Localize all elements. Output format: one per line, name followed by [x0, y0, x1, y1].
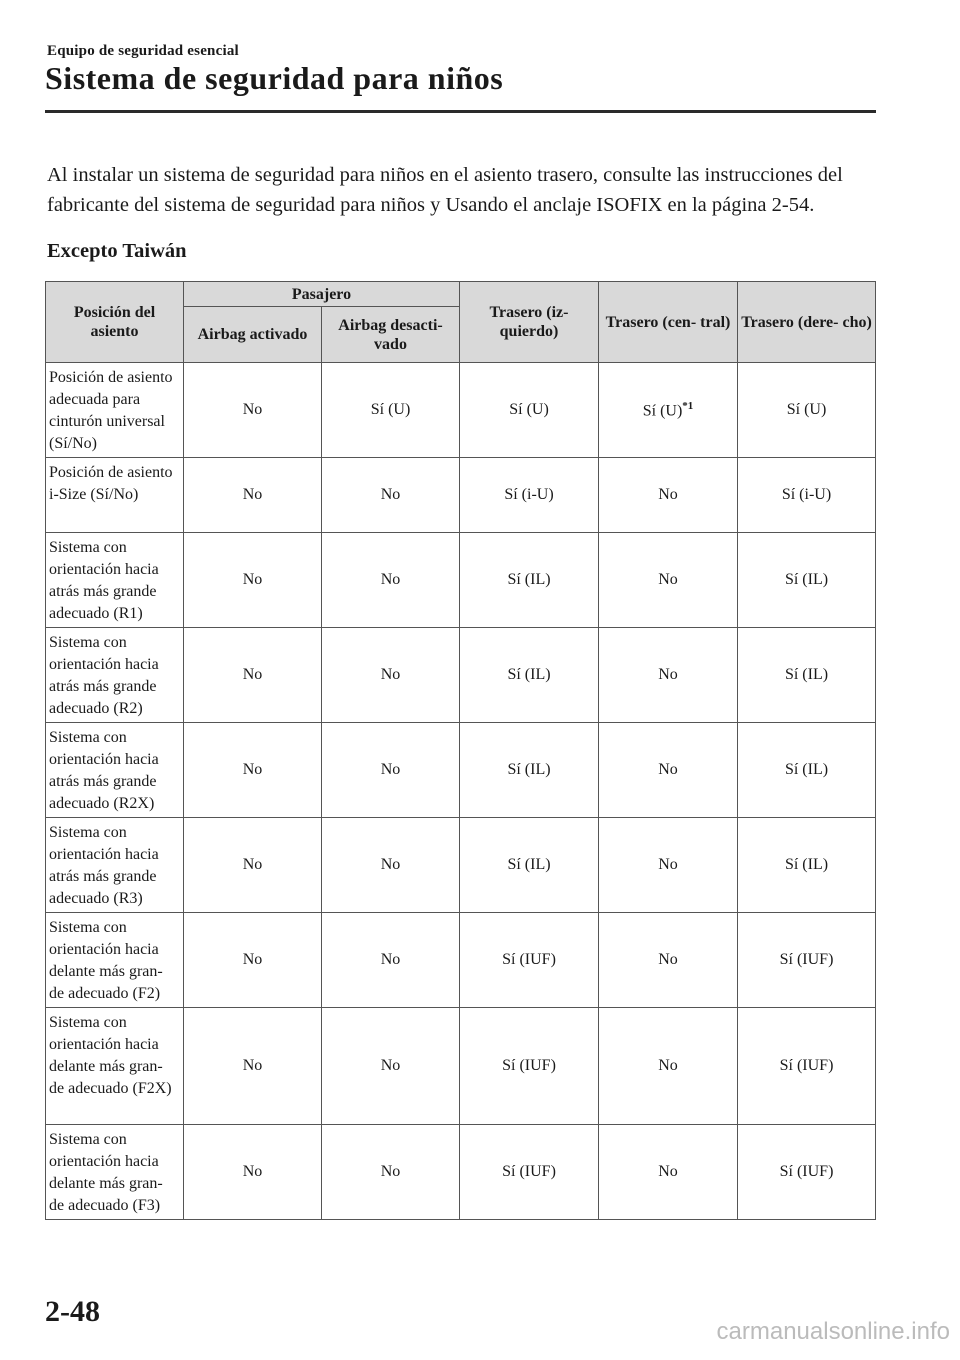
row-label: Sistema con orientación hacia atrás más grande adecuado (R3) — [46, 818, 184, 913]
cell-c1: No — [184, 458, 322, 533]
cell-c5: Sí (U) — [738, 363, 876, 458]
title-divider — [45, 110, 876, 113]
cell-c2: No — [322, 1008, 460, 1125]
row-label: Sistema con orientación hacia delante más gran- de adecuado (F2X) — [46, 1008, 184, 1125]
table-row — [46, 533, 876, 628]
cell-c4: No — [599, 723, 738, 818]
row-label: Posición de asiento adecuada para cinturón universal (Sí/No) — [46, 363, 184, 458]
watermark: carmanualsonline.info — [716, 1318, 950, 1345]
page-title: Sistema de seguridad para niños — [45, 60, 504, 96]
table-body — [46, 363, 876, 1220]
cell-value: Sí (U) — [642, 402, 683, 420]
table-row — [46, 723, 876, 818]
header-rear-center: Trasero (cen- tral) — [599, 282, 738, 363]
row-label: Sistema con orientación hacia atrás más grande adecuado (R2X) — [46, 723, 184, 818]
table-row — [46, 913, 876, 1008]
cell-c5: Sí (IL) — [738, 533, 876, 628]
cell-c5: Sí (IUF) — [738, 913, 876, 1008]
page-number: 2-48 — [45, 1295, 100, 1328]
cell-c1: No — [184, 913, 322, 1008]
table-row — [46, 1125, 876, 1220]
table-row — [46, 628, 876, 723]
row-label: Sistema con orientación hacia atrás más grande adecuado (R1) — [46, 533, 184, 628]
cell-c3: Sí (IL) — [460, 628, 599, 723]
cell-c2: No — [322, 723, 460, 818]
cell-c4: No — [599, 913, 738, 1008]
footnote-marker: *1 — [682, 399, 694, 412]
cell-c4: No — [599, 1008, 738, 1125]
cell-c1: No — [184, 818, 322, 913]
cell-c1: No — [184, 628, 322, 723]
header-airbag-off: Airbag desacti- vado — [322, 307, 460, 363]
cell-c3: Sí (i-U) — [460, 458, 599, 533]
cell-c2: Sí (U) — [322, 363, 460, 458]
table-row — [46, 818, 876, 913]
intro-paragraph: Al instalar un sistema de seguridad para niños en el asiento trasero, consulte las instrucciones del fabricante del sistema de seguridad para niños y Usando el anclaje ISOFIX en la página 2-54. — [47, 164, 843, 216]
cell-c2: No — [322, 458, 460, 533]
cell-c2: No — [322, 1125, 460, 1220]
header-rear-left: Trasero (iz- quierdo) — [460, 282, 599, 363]
cell-c5: Sí (IUF) — [738, 1125, 876, 1220]
cell-c3: Sí (IUF) — [460, 913, 599, 1008]
cell-c2: No — [322, 533, 460, 628]
cell-c5: Sí (IL) — [738, 628, 876, 723]
cell-c5: Sí (IUF) — [738, 1008, 876, 1125]
row-label: Sistema con orientación hacia delante más gran- de adecuado (F2) — [46, 913, 184, 1008]
cell-c5: Sí (IL) — [738, 723, 876, 818]
child-seat-compatibility-table — [45, 281, 876, 1220]
cell-c3: Sí (IL) — [460, 723, 599, 818]
row-label: Posición de asiento i-Size (Sí/No) — [46, 458, 184, 533]
header-airbag-on: Airbag activado — [184, 307, 322, 363]
cell-c5: Sí (i-U) — [738, 458, 876, 533]
section-label: Equipo de seguridad esencial — [47, 43, 239, 59]
cell-c1: No — [184, 1125, 322, 1220]
cell-c1: No — [184, 723, 322, 818]
cell-c1: No — [184, 1008, 322, 1125]
header-seat-position: Posición del asiento — [46, 282, 184, 363]
cell-c3: Sí (IL) — [460, 533, 599, 628]
table-row — [46, 1008, 876, 1125]
cell-c1: No — [184, 533, 322, 628]
header-rear-right: Trasero (dere- cho) — [738, 282, 876, 363]
cell-c2: No — [322, 913, 460, 1008]
cell-c3: Sí (IUF) — [460, 1008, 599, 1125]
header-passenger: Pasajero — [184, 282, 460, 307]
cell-c1: No — [184, 363, 322, 458]
cell-c4: No — [599, 533, 738, 628]
table-row — [46, 363, 876, 458]
cell-c2: No — [322, 628, 460, 723]
cell-c3: Sí (IL) — [460, 818, 599, 913]
row-label: Sistema con orientación hacia delante más gran- de adecuado (F3) — [46, 1125, 184, 1220]
cell-c2: No — [322, 818, 460, 913]
subheading: Excepto Taiwán — [47, 240, 187, 262]
row-label: Sistema con orientación hacia atrás más grande adecuado (R2) — [46, 628, 184, 723]
cell-c4: No — [599, 1125, 738, 1220]
cell-c5: Sí (IL) — [738, 818, 876, 913]
cell-c4: No — [599, 818, 738, 913]
cell-c4 — [599, 363, 738, 458]
cell-c4: No — [599, 628, 738, 723]
cell-c4: No — [599, 458, 738, 533]
table-row — [46, 458, 876, 533]
cell-c3: Sí (U) — [460, 363, 599, 458]
cell-c3: Sí (IUF) — [460, 1125, 599, 1220]
